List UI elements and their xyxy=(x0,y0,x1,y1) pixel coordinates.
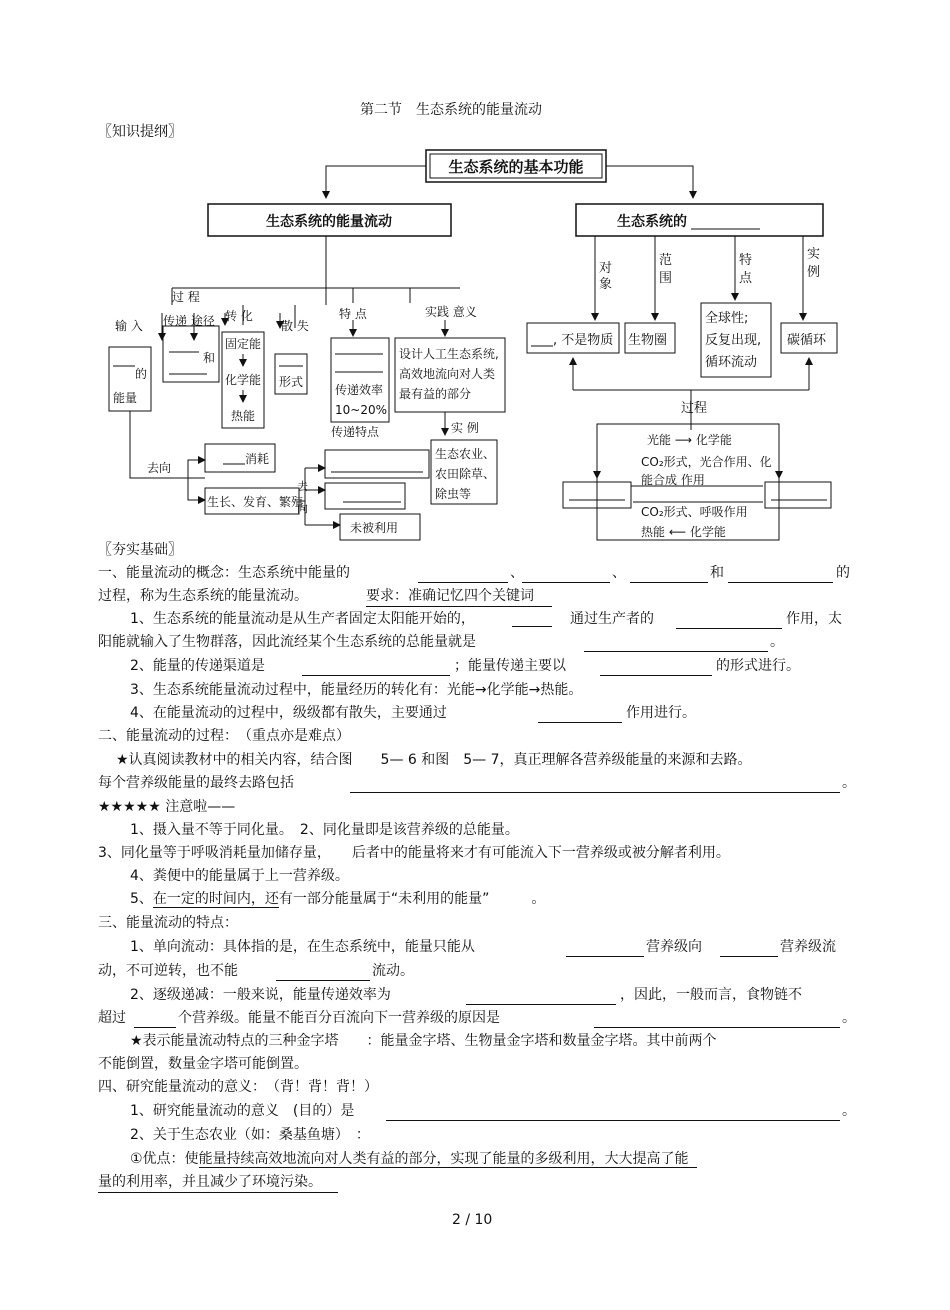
s3-f1b: 营养级向 xyxy=(646,939,702,955)
practice-line-1: 设计人工生态系统, xyxy=(399,347,499,361)
p2-c: 的形式进行。 xyxy=(716,658,800,674)
p2-a: 2、能量的传递渠道是 xyxy=(130,658,265,674)
s2-n4: 4、粪便中的能量属于上一营养级。 xyxy=(130,868,349,884)
s4-m3 xyxy=(130,1149,697,1169)
decomposer-box xyxy=(325,450,429,478)
label-features: 特 点 xyxy=(339,307,367,321)
label-form: 形式 xyxy=(279,375,304,389)
s2-n3: 3、同化量等于呼吸消耗量加储存量， 后者中的能量将来才有可能流入下一营养级或被分解者利用。 xyxy=(98,845,730,861)
blank-s1-4[interactable] xyxy=(728,566,833,583)
label-global-1: 全球性; xyxy=(705,311,749,326)
label-co2-2: 能合成 作用 xyxy=(641,473,705,487)
blank-s1-2[interactable] xyxy=(522,566,610,583)
s2-each: 每个营养级能量的最终去路包括 xyxy=(98,775,294,791)
s2-n1: 1、摄入量不等于同化量。 2、同化量即是该营养级的总能量。 xyxy=(130,822,519,838)
s2-star: ★认真阅读教材中的相关内容，结合图 5— 6 和图 5— 7，真正理解各营养级能量的来源和去路。 xyxy=(116,752,752,768)
s1-requirement: 要求：准确记忆四个关键词 xyxy=(366,586,552,607)
blank-p2-1[interactable] xyxy=(302,659,450,676)
practice-line-3: 最有益的部分 xyxy=(399,387,472,401)
diagram-right-main: 生态系统的 xyxy=(617,214,687,230)
s3-f2d: 个营养级。能量不能百分百流向下一营养级的原因是 xyxy=(178,1010,500,1026)
blank-p1-1[interactable] xyxy=(676,612,782,629)
blank-s3-6[interactable] xyxy=(594,1011,840,1028)
right-main-box xyxy=(576,204,823,236)
label-r-process: 过程 xyxy=(681,401,708,416)
label-process: 过 程 xyxy=(172,290,200,304)
s1-comma-1: 、 xyxy=(510,565,524,581)
p1-end: 。 xyxy=(770,634,784,650)
blank-s3-2[interactable] xyxy=(720,940,778,957)
concept-map xyxy=(95,140,850,545)
label-example: 实 例 xyxy=(451,421,479,435)
label-object-1: 对 xyxy=(599,261,613,276)
page-number: 2 / 10 xyxy=(452,1212,493,1228)
practice-line-2: 高效地流向对人类 xyxy=(399,367,496,381)
label-object-2: 象 xyxy=(599,277,613,292)
s4-m2: 2、关于生态农业（如：桑基鱼塘） ： xyxy=(130,1127,370,1143)
s2-end: 。 xyxy=(842,775,856,791)
label-light-chem: 光能 ⟶ 化学能 xyxy=(647,433,732,447)
label-of: 的 xyxy=(135,367,148,381)
s3-f2e: 。 xyxy=(842,1010,856,1026)
label-carbon: 碳循环 xyxy=(787,333,827,348)
label-feature-r-1: 特 xyxy=(739,253,753,268)
label-co2-resp: CO₂形式、呼吸作用 xyxy=(641,505,748,519)
s1-comma-2: 、 xyxy=(612,565,626,581)
p1-line1c: 作用，太 xyxy=(786,611,842,627)
s3-f2c: 超过 xyxy=(98,1010,126,1026)
s3-pyr1: ★表示能量流动特点的三种金字塔 ：能量金字塔、生物量金字塔和数量金字塔。其中前两个 xyxy=(130,1033,717,1049)
label-growth: 生长、发育、繁殖 xyxy=(207,495,304,509)
s4-heading: 四、研究能量流动的意义： （背！背！背！） xyxy=(98,1079,378,1095)
diagram-left-main: 生态系统的能量流动 xyxy=(266,214,392,230)
s3-f2a: 2、逐级递减：一般来说，能量传递效率为 xyxy=(130,987,391,1003)
s4-m3a: ①优点：使 xyxy=(130,1151,199,1167)
blank-s4[interactable] xyxy=(386,1104,840,1121)
label-consume: 消耗 xyxy=(245,452,270,466)
label-fixed-energy: 固定能 xyxy=(225,337,262,351)
label-biosphere: 生物圈 xyxy=(628,333,668,348)
basics-heading: 〖夯实基础〗 xyxy=(98,542,182,558)
label-feature-r-2: 点 xyxy=(739,271,753,286)
label-chem-energy: 化学能 xyxy=(225,373,262,387)
label-heat-energy: 热能 xyxy=(231,409,256,423)
s2-heading: 二、能量流动的过程： （重点亦是难点） xyxy=(98,728,350,744)
diagram-root: 生态系统的基本功能 xyxy=(448,158,584,176)
s2-n5 xyxy=(130,889,545,909)
example-line-1: 生态农业、 xyxy=(435,447,496,461)
s4-m1b: 。 xyxy=(842,1103,856,1119)
s1-line1 xyxy=(98,563,350,583)
blank-s3-4[interactable] xyxy=(466,988,616,1005)
label-scope-2: 围 xyxy=(659,271,673,286)
label-pathway: 传递 途径 xyxy=(163,314,215,328)
s2-n5a: 5、 xyxy=(130,891,153,907)
label-eff: 传递效率 xyxy=(335,383,384,397)
s4-m1a: 1、研究能量流动的意义 (目的）是 xyxy=(130,1103,355,1119)
p1-underline xyxy=(512,626,552,627)
label-practice: 实践 意义 xyxy=(425,305,477,319)
label-xiang: 向 xyxy=(297,502,308,515)
label-whereabouts: 去向 xyxy=(147,461,172,475)
blank-s1-3[interactable] xyxy=(630,566,708,583)
s1-line2: 过程，称为生态系统的能量流动。 xyxy=(98,588,308,604)
p1-line1: 1、生态系统的能量流动是从生产者固定太阳能开始的， xyxy=(130,611,475,627)
blank-s3-5[interactable] xyxy=(134,1011,176,1028)
label-scope-1: 范 xyxy=(659,253,673,268)
blank-p4[interactable] xyxy=(538,706,622,723)
blank-p1-2[interactable] xyxy=(584,635,768,652)
example-line-2: 农田除草、 xyxy=(435,467,496,481)
label-not-matter: , 不是物质 xyxy=(553,333,614,348)
p2-b: ；能量传递主要以 xyxy=(454,658,566,674)
label-global-2: 反复出现, xyxy=(705,333,762,348)
label-heat-chem: 热能 ⟵ 化学能 xyxy=(641,525,726,539)
s3-f1d: 动，不可逆转，也不能 xyxy=(98,963,238,979)
s2-notice: ★★★★★ 注意啦—— xyxy=(98,799,236,815)
label-qu: 去 xyxy=(297,480,308,493)
s3-pyr2: 不能倒置，数量金字塔可能倒置。 xyxy=(98,1056,308,1072)
s3-f1a: 1、单向流动：具体指的是，在生态系统中，能量只能从 xyxy=(130,939,475,955)
label-instance-2: 例 xyxy=(807,265,821,280)
outline-heading: 〖知识提纲〗 xyxy=(98,124,182,140)
label-co2-1: CO₂形式，光合作用、化 xyxy=(641,455,772,469)
label-energy: 能量 xyxy=(113,391,138,405)
label-and: 和 xyxy=(203,351,216,365)
example-line-3: 除虫等 xyxy=(435,487,472,501)
s3-f2b: ，因此，一般而言，食物链不 xyxy=(620,987,802,1003)
s1-line1-text: 一、能量流动的概念：生态系统中能量的 xyxy=(98,565,350,581)
label-transfer-features: 传递特点 xyxy=(331,425,380,439)
label-input: 输 入 xyxy=(115,319,143,333)
blank-s3-1[interactable] xyxy=(566,940,644,957)
s3-heading: 三、能量流动的特点： xyxy=(98,915,238,931)
p1-line1b: 通过生产者的 xyxy=(570,611,654,627)
s1-de: 的 xyxy=(836,565,850,581)
blank-s1-1[interactable] xyxy=(418,566,508,583)
s2-n5c: 有一部分能量属于“未利用的能量” 。 xyxy=(278,891,546,907)
s1-and: 和 xyxy=(710,565,724,581)
p4-a: 4、在能量流动的过程中，级级都有散失，主要通过 xyxy=(130,705,447,721)
s4-m4: 量的利用率，并且减少了环境污染。 xyxy=(98,1172,338,1193)
label-global-3: 循环流动 xyxy=(705,355,758,370)
label-eff-value: 10~20% xyxy=(335,403,387,417)
label-unused: 未被利用 xyxy=(350,521,399,535)
s2-n5b: 在一定的时间内，还 xyxy=(152,891,279,907)
blank-s3-3[interactable] xyxy=(276,964,370,981)
p3: 3、生态系统能量流动过程中，能量经历的转化有：光能→化学能→热能。 xyxy=(130,682,583,698)
next-level-box xyxy=(325,483,405,509)
blank-p2-2[interactable] xyxy=(600,659,712,676)
s3-f1e: 流动。 xyxy=(372,963,414,979)
s4-m3b: 能量持续高效地流向对人类有益的部分，实现了能量的多级利用，大大提高了能 xyxy=(199,1151,697,1168)
p4-b: 作用进行。 xyxy=(626,705,696,721)
s3-f1c: 营养级流 xyxy=(780,939,836,955)
label-transform: 转 化 xyxy=(225,309,253,323)
page-title: 第二节 生态系统的能量流动 xyxy=(360,102,542,118)
label-instance-1: 实 xyxy=(807,247,821,262)
organism-box xyxy=(765,482,831,508)
blank-s2[interactable] xyxy=(350,776,840,793)
p1-line2: 阳能就输入了生物群落，因此流经某个生态系统的总能量就是 xyxy=(98,634,476,650)
label-dissipate: 散 失 xyxy=(281,319,309,333)
